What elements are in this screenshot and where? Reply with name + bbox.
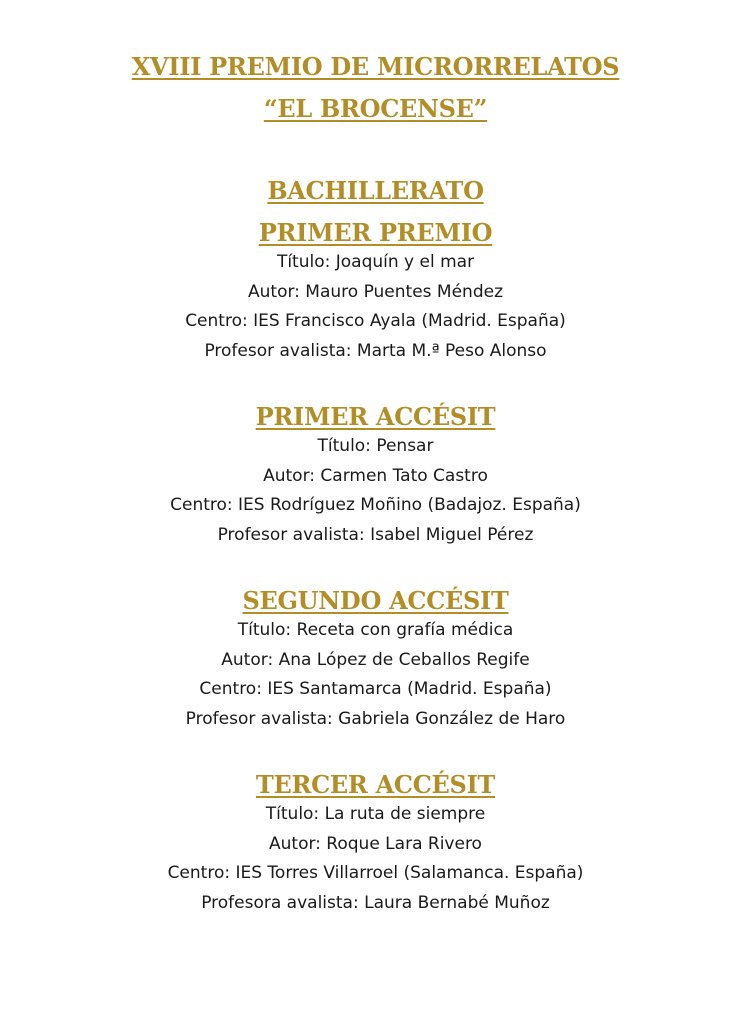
prize-school: Centro: IES Rodríguez Moñino (Badajoz. España) (170, 495, 581, 515)
prize-school: Centro: IES Francisco Ayala (Madrid. España) (185, 311, 566, 331)
section-title: BACHILLERATO (267, 176, 484, 205)
prize-author: Autor: Carmen Tato Castro (263, 465, 488, 486)
prize-author: Autor: Mauro Puentes Méndez (248, 281, 503, 302)
prize-teacher: Profesor avalista: Gabriela González de Haro (185, 708, 566, 729)
prize-work-title: Título: Pensar (317, 436, 434, 456)
prize-school: Centro: IES Torres Villarroel (Salamanca. España) (167, 863, 584, 883)
document-header (0, 0, 751, 130)
prize-author: Autor: Ana López de Ceballos Regife (221, 649, 530, 670)
prize-teacher: Profesora avalista: Laura Bernabé Muñoz (201, 892, 550, 913)
prize-teacher: Profesor avalista: Marta M.ª Peso Alonso (204, 340, 547, 361)
prize-author: Autor: Roque Lara Rivero (269, 833, 482, 854)
prize-title: PRIMER PREMIO (258, 218, 493, 247)
prize-block (0, 586, 751, 734)
prize-teacher: Profesor avalista: Isabel Miguel Pérez (217, 524, 534, 545)
award-title: XVIII PREMIO DE MICRORRELATOS (131, 52, 620, 81)
prize-title: PRIMER ACCÉSIT (255, 402, 496, 431)
prize-block (0, 770, 751, 918)
prize-work-title: Título: Joaquín y el mar (276, 252, 475, 272)
prize-block (0, 402, 751, 550)
prize-school: Centro: IES Santamarca (Madrid. España) (199, 679, 552, 699)
prize-title: TERCER ACCÉSIT (255, 770, 496, 799)
prize-work-title: Título: Receta con grafía médica (237, 620, 514, 640)
prize-block (0, 218, 751, 366)
prize-title: SEGUNDO ACCÉSIT (242, 586, 509, 615)
award-name: “EL BROCENSE” (263, 94, 488, 123)
prize-work-title: Título: La ruta de siempre (265, 804, 486, 824)
